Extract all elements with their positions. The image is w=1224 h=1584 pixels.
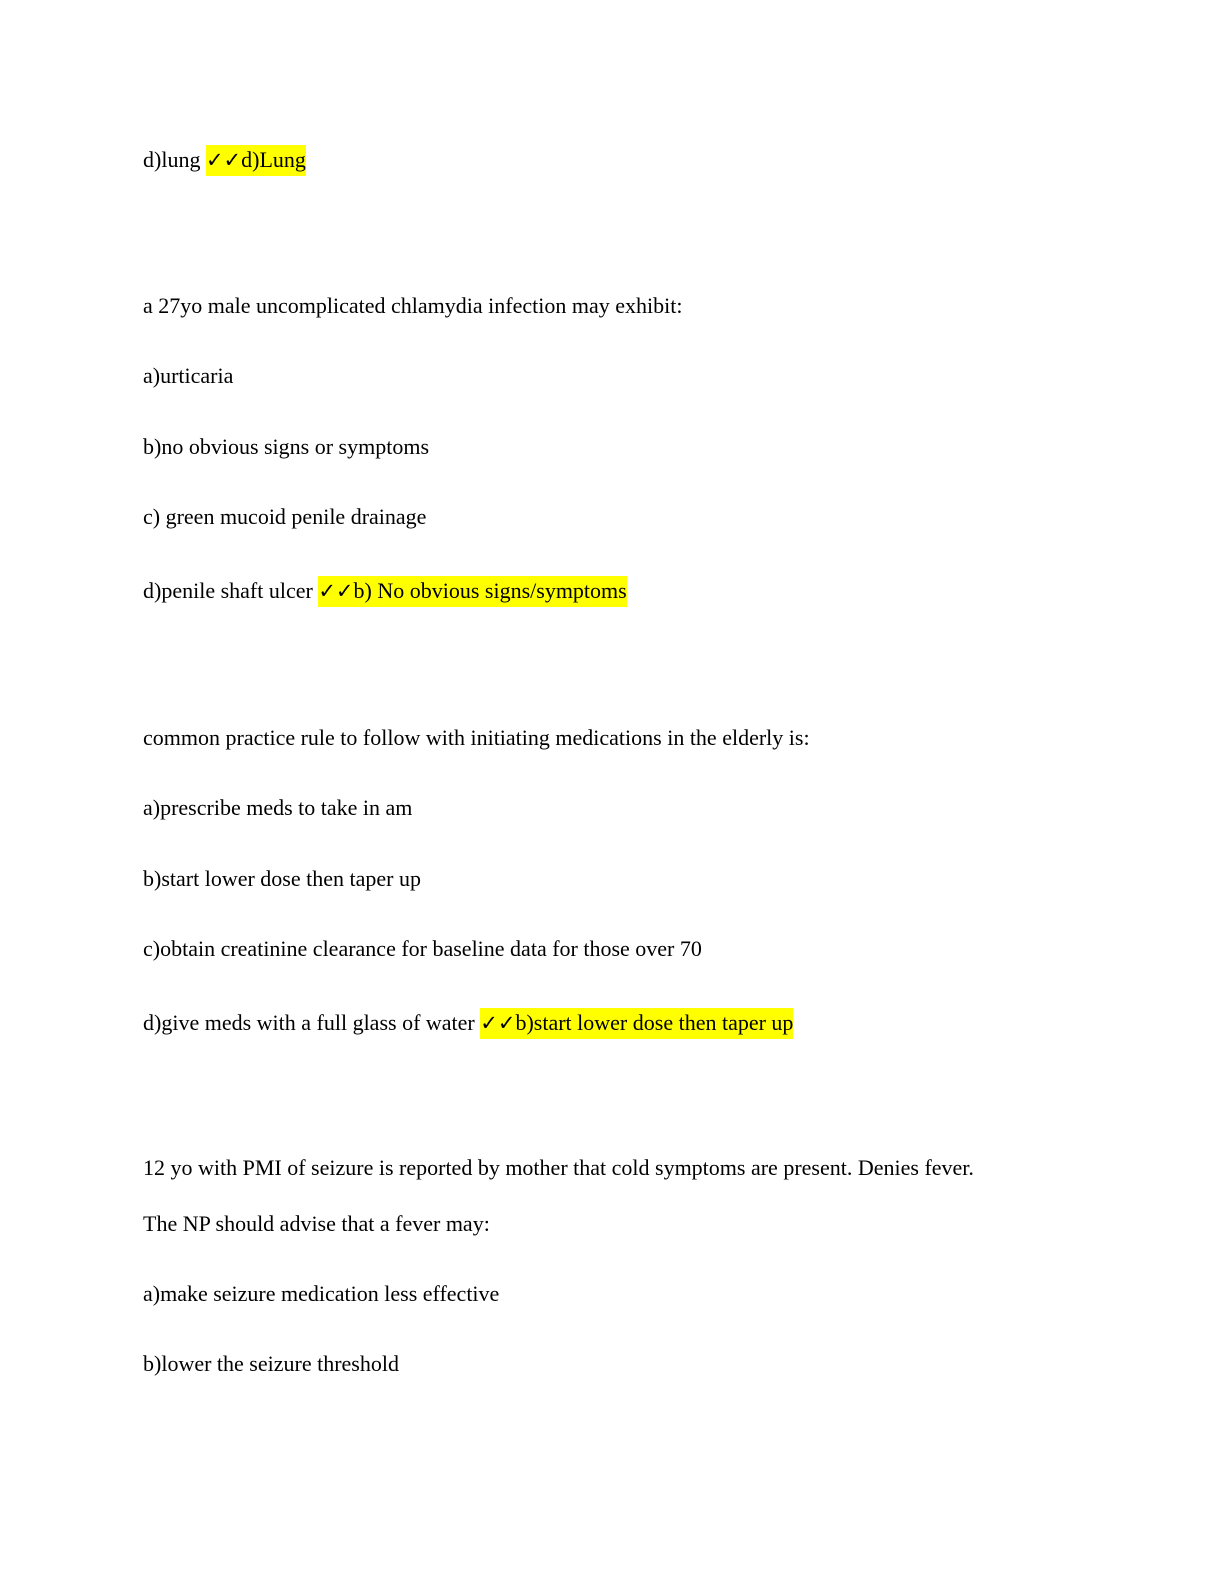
double-check-icon: ✓✓ — [480, 1011, 516, 1035]
q3-question-line1: 12 yo with PMI of seizure is reported by mother that cold symptoms are present. Denies fever. — [143, 1155, 974, 1180]
q1-option-b: b)no obvious signs or symptoms — [143, 434, 430, 459]
q1-answer-text: b) No obvious signs/symptoms — [353, 578, 627, 603]
q2-option-b: b)start lower dose then taper up — [143, 866, 421, 891]
q2-question: common practice rule to follow with initiating medications in the elderly is: — [143, 725, 810, 750]
double-check-icon: ✓✓ — [205, 148, 242, 172]
q3-question-line2: The NP should advise that a fever may: — [143, 1211, 490, 1236]
q1-option-d-text: d)penile shaft ulcer — [143, 578, 319, 603]
q2-answer-text: b)start lower dose then taper up — [515, 1010, 794, 1035]
q0-option-d — [143, 145, 306, 175]
q1-answer-highlight — [318, 576, 626, 607]
q0-option-d-text: d)lung — [143, 147, 206, 172]
q2-option-d — [143, 1008, 793, 1038]
q2-option-d-text: d)give meds with a full glass of water — [143, 1010, 481, 1035]
q0-answer-highlight — [206, 145, 306, 176]
q2-option-c: c)obtain creatinine clearance for baseline data for those over 70 — [143, 936, 702, 961]
q3-option-a: a)make seizure medication less effective — [143, 1281, 500, 1306]
q1-option-a: a)urticaria — [143, 363, 234, 388]
q1-question: a 27yo male uncomplicated chlamydia infection may exhibit: — [143, 293, 683, 318]
q1-option-c: c) green mucoid penile drainage — [143, 504, 427, 529]
double-check-icon: ✓✓ — [318, 579, 354, 603]
q3-option-b: b)lower the seizure threshold — [143, 1351, 399, 1376]
q0-answer-text: d)Lung — [241, 147, 306, 172]
q2-option-a: a)prescribe meds to take in am — [143, 795, 413, 820]
q1-option-d — [143, 576, 627, 606]
q2-answer-highlight — [480, 1008, 793, 1039]
